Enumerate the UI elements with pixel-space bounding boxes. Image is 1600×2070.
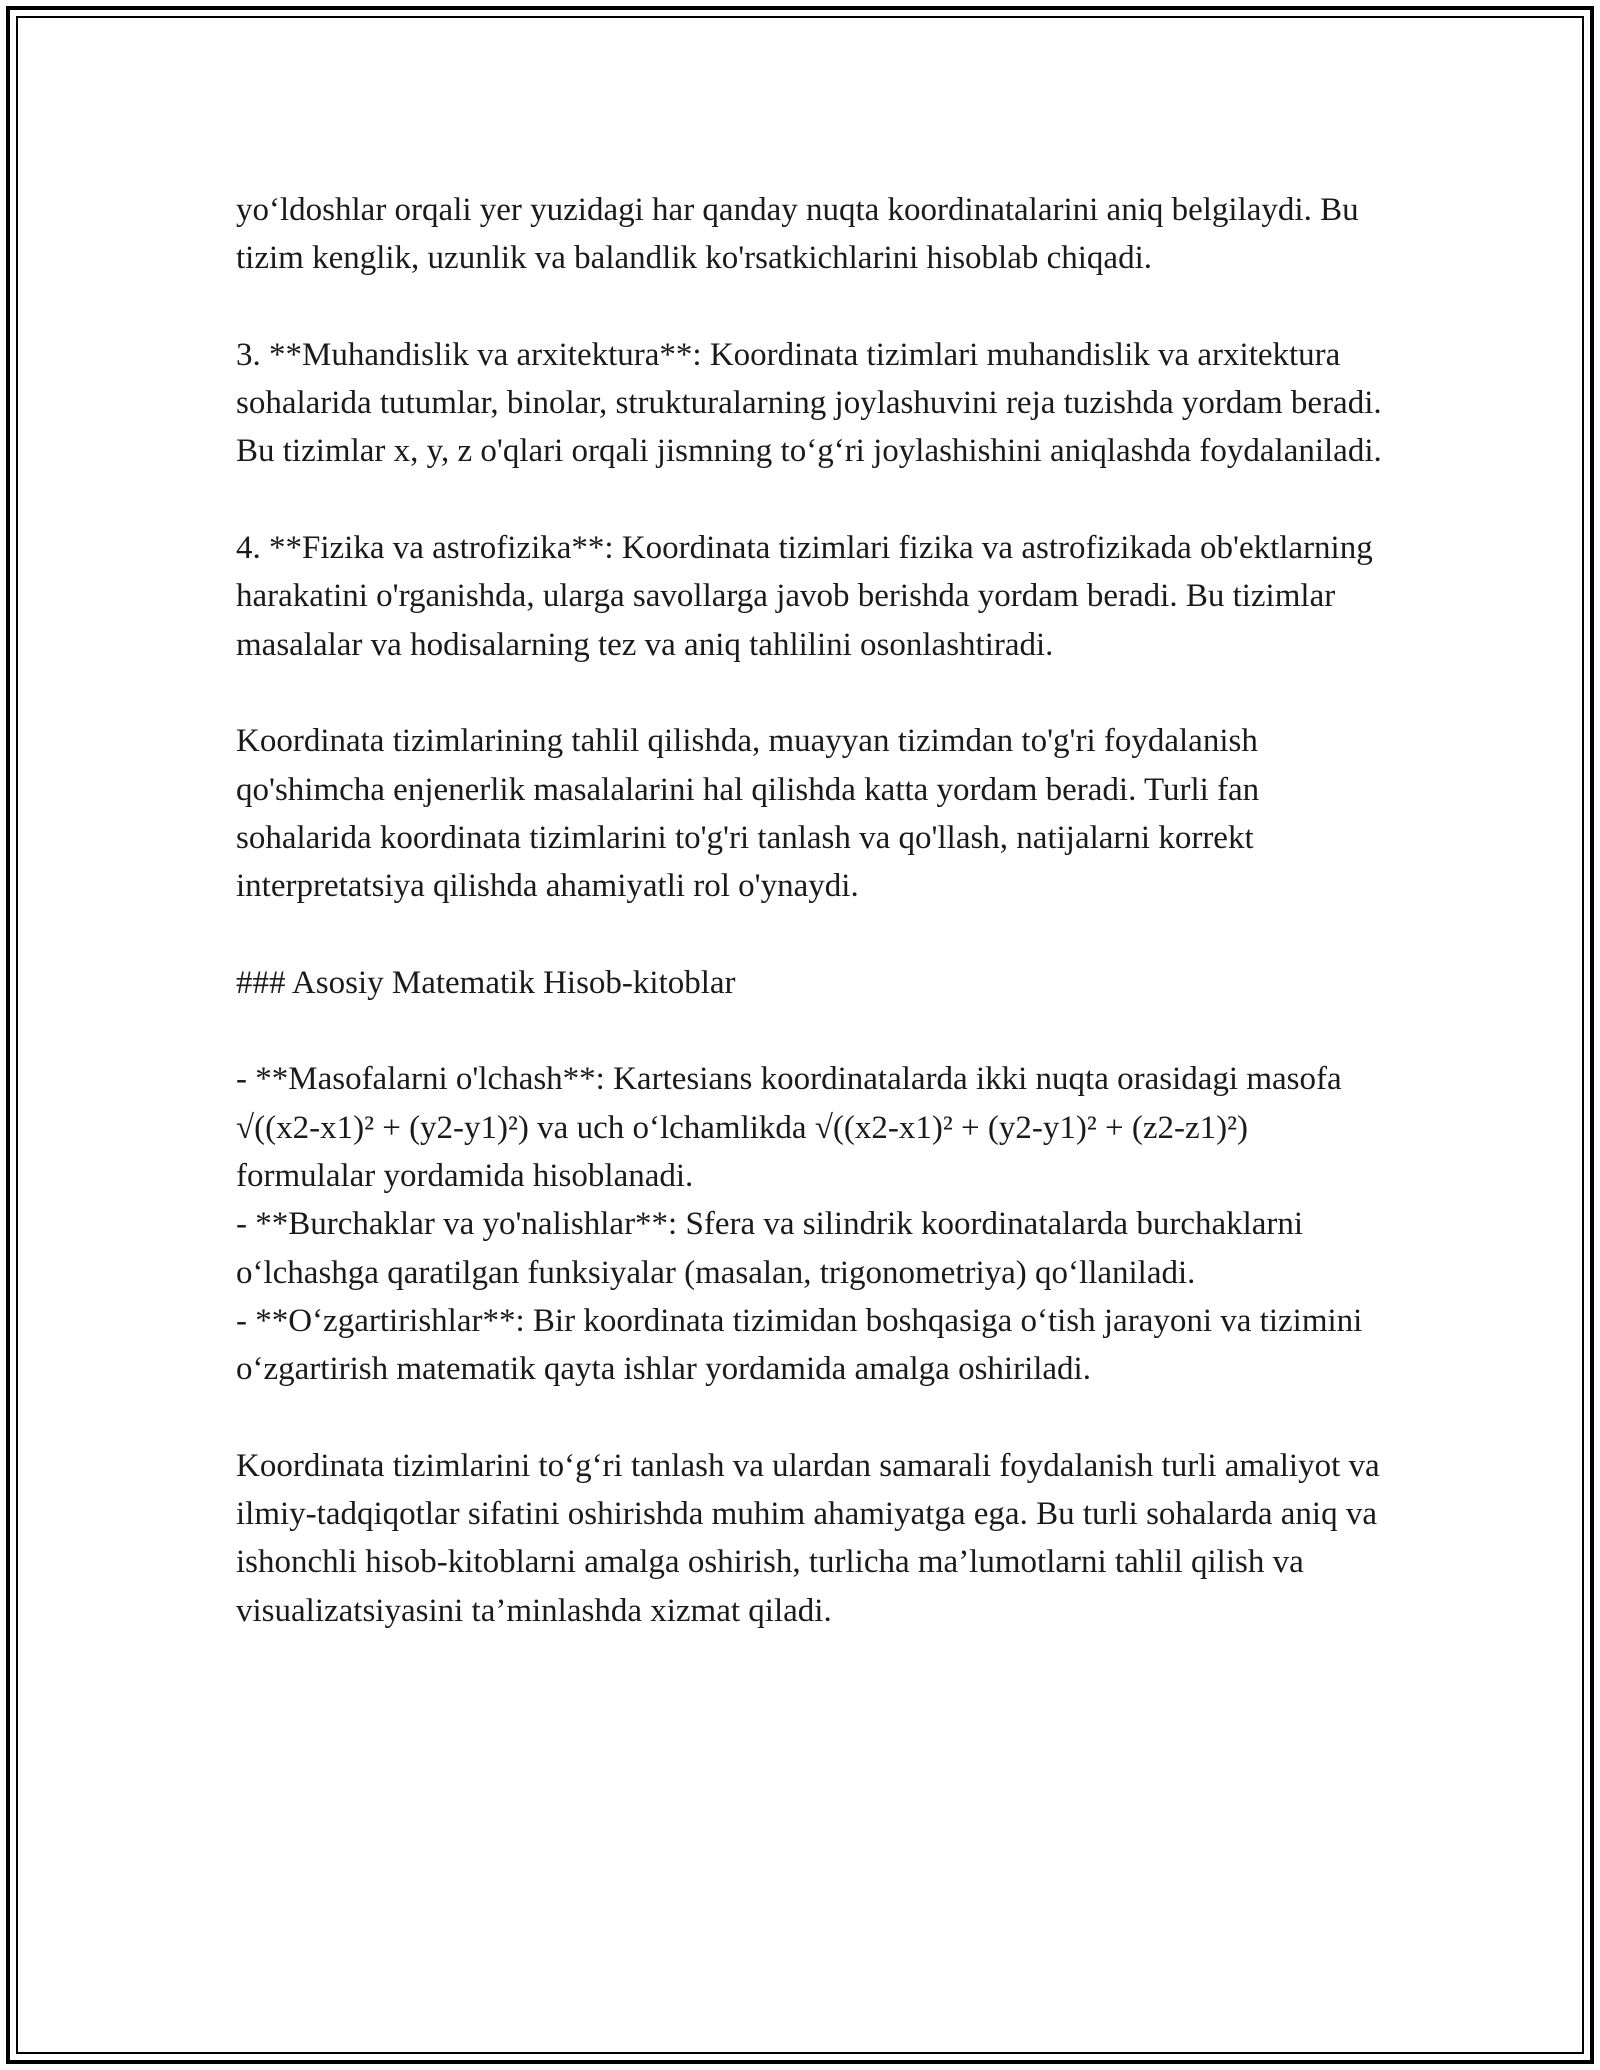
paragraph-analysis: Koordinata tizimlarining tahlil qilishda, muayyan tizimdan to'g'ri foydalanish qo'shimcha enjenerlik masalalarini hal qilishda katta yordam beradi. Turli fan sohalarida koordinata tizimlarini to'g'ri tanlash va qo'llash, natijalarni korrekt interpretatsiya qilishda ahamiyatli rol o'ynaydi.: [236, 723, 1260, 905]
section-heading: ### Asosiy Matematik Hisob-kitoblar: [236, 964, 736, 1001]
paragraph-closing: Koordinata tizimlarini to‘g‘ri tanlash va ulardan samarali foydalanish turli amaliyot va ilmiy-tadqiqotlar sifatini oshirishda muhim ahamiyatga ega. Bu turli sohalarda aniq va ishonchli hisob-kitoblarni amalga oshirish, turlicha ma’lumotlarni tahlil qilish va visualizatsiyasini ta’minlashda xizmat qiladi.: [236, 1447, 1380, 1629]
list-item-transformations: - **O‘zgartirishlar**: Bir koordinata tizimidan boshqasiga o‘tish jarayoni va tizimini o‘zgartirish matematik qayta ishlar yordamida amalga oshiriladi.: [236, 1302, 1363, 1388]
list-item-distance: - **Masofalarni o'lchash**: Kartesians koordinatalarda ikki nuqta orasidagi masofa √((x2-x1)² + (y2-y1)²) va uch o‘lchamlikda √((x2-x1)² + (y2-y1)² + (z2-z1)²) formulalar yordamida hisoblanadi.: [236, 1061, 1342, 1194]
list-item-angles: - **Burchaklar va yo'nalishlar**: Sfera va silindrik koordinatalarda burchaklarni o‘lchashga qaratilgan funksiyalar (masalan, trigonometriya) qo‘llaniladi.: [236, 1206, 1304, 1291]
calculation-list: [236, 1055, 1386, 1393]
paragraph-engineering: 3. **Muhandislik va arxitektura**: Koordinata tizimlari muhandislik va arxitektura sohalarida tutumlar, binolar, strukturalarning joylashuvini reja tuzishda yordam beradi. Bu tizimlar x, y, z o'qlari orqali jismning to‘g‘ri joylashishini aniqlashda foydalaniladi.: [236, 336, 1382, 470]
document-body: [236, 186, 1386, 1683]
paragraph-physics: 4. **Fizika va astrofizika**: Koordinata tizimlari fizika va astrofizikada ob'ektlarning harakatini o'rganishda, ularga savollarga javob berishda yordam beradi. Bu tizimlar masalalar va hodisalarning tez va aniq tahlilini osonlashtiradi.: [236, 530, 1373, 663]
paragraph-gps: yo‘ldoshlar orqali yer yuzidagi har qanday nuqta koordinatalarini aniq belgilaydi. Bu tizim kenglik, uzunlik va balandlik ko'rsatkichlarini hisoblab chiqadi.: [236, 192, 1359, 277]
